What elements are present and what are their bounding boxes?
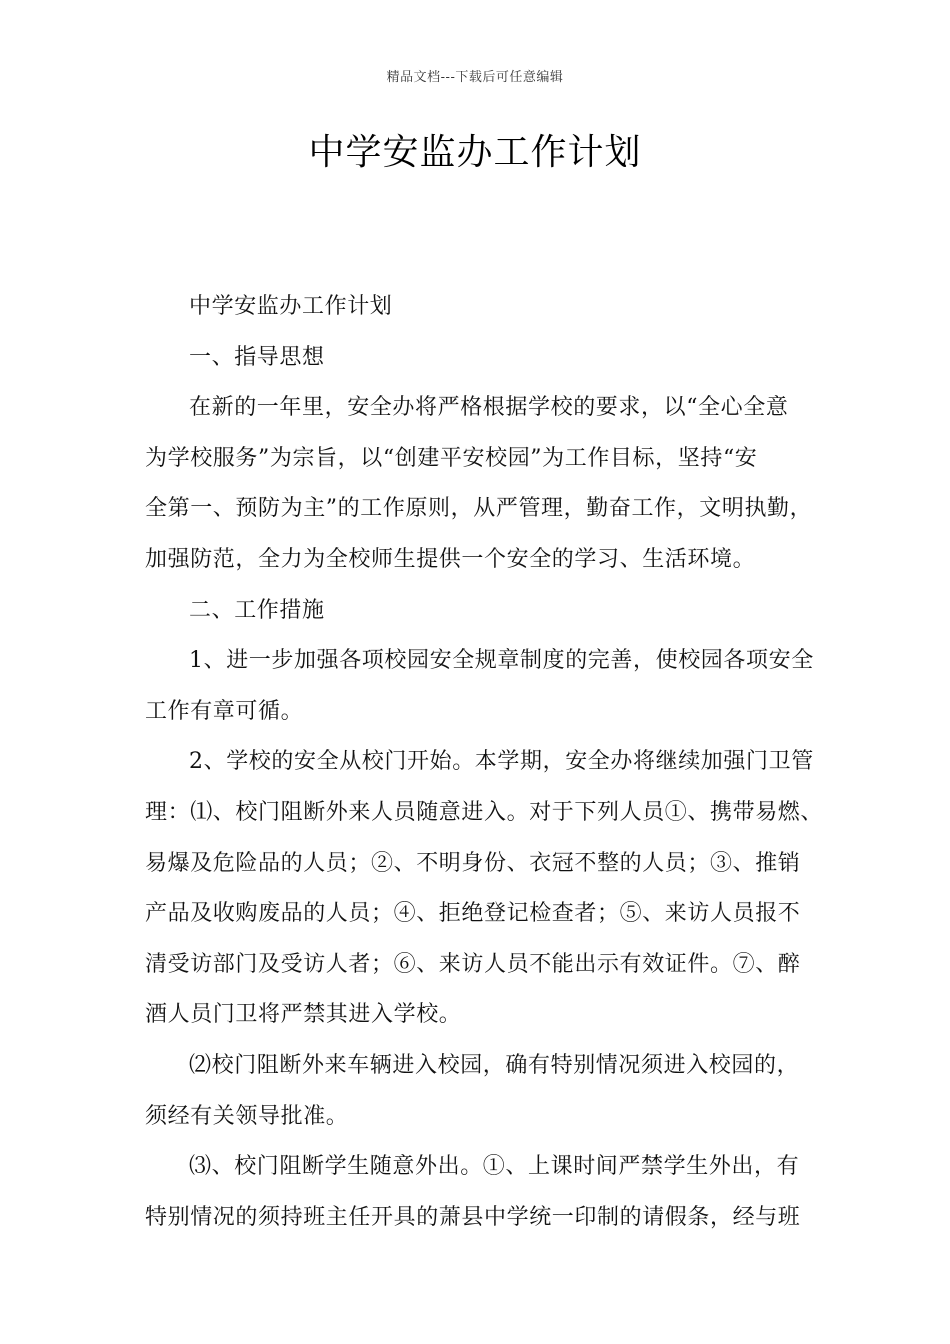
text-line: 中学安监办工作计划 [189,294,393,319]
text-line: 2、学校的安全从校门开始。本学期，安全办将继续加强门卫管 [189,749,814,775]
text-line: 产品及收购废品的人员；④、拒绝登记检查者；⑤、来访人员报不 [145,901,801,927]
text-line: ⑵校门阻断外来车辆进入校园，确有特别情况须进入校园的， [189,1052,800,1078]
text-line: 为学校服务”为宗旨，以“创建平安校园”为工作目标，坚持“安 [145,445,758,471]
section-heading-work-measures [145,586,835,637]
text-line: 理：⑴、校门阻断外来人员随意进入。对于下列人员①、携带易燃、 [145,799,824,825]
text-line: 二、工作措施 [189,597,325,623]
text-line: 清受访部门及受访人者；⑥、来访人员不能出示有效证件。⑦、醉 [145,951,801,977]
header-note: 精品文档---下载后可任意编辑 [386,70,564,85]
section-heading-guiding-thought [145,333,835,384]
text-line: 一、指导思想 [189,344,325,370]
paragraph-measure-2-vehicles [145,1041,835,1142]
text-line: 易爆及危险品的人员；②、不明身份、衣冠不整的人员；③、推销 [145,850,801,876]
document-body [145,282,835,1243]
text-line: 酒人员门卫将严禁其进入学校。 [145,1002,462,1028]
paragraph-subtitle [145,282,835,333]
text-line: 特别情况的须持班主任开具的萧县中学统一印制的请假条，经与班 [145,1204,801,1230]
text-line: 须经有关领导批准。 [145,1103,349,1129]
paragraph-guiding-thought [145,383,835,585]
text-line: ⑶、校门阻断学生随意外出。①、上课时间严禁学生外出，有 [189,1154,800,1180]
text-line: 工作有章可循。 [145,698,304,724]
paragraph-measure-2-students [145,1142,835,1243]
text-line: 加强防范，全力为全校师生提供一个安全的学习、生活环境。 [145,546,756,572]
paragraph-measure-1 [145,636,835,737]
document-title: 中学安监办工作计划 [308,132,642,173]
text-line: 全第一、预防为主”的工作原则，从严管理，勤奋工作，文明执勤， [145,496,813,522]
text-line: 1、进一步加强各项校园安全规章制度的完善，使校园各项安全 [189,648,814,674]
text-line: 在新的一年里，安全办将严格根据学校的要求，以“全心全意 [189,395,789,421]
paragraph-measure-2 [145,737,835,1041]
